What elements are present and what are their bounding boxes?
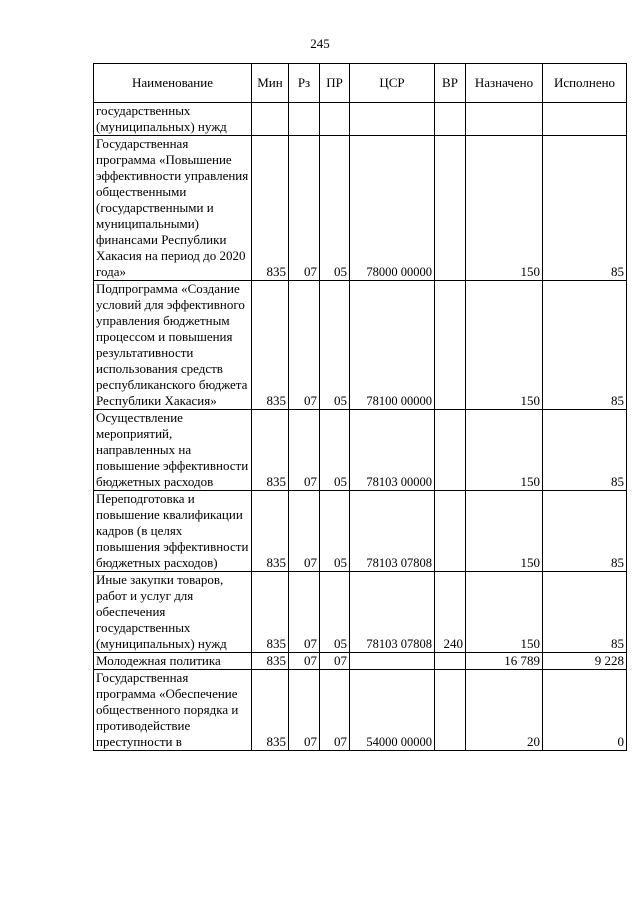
cell-rz: 07 [289, 491, 320, 572]
cell-pr: 07 [320, 653, 350, 670]
cell-pr: 05 [320, 410, 350, 491]
cell-naznacheno: 20 [466, 670, 543, 751]
cell-min: 835 [252, 653, 289, 670]
table-row [94, 653, 627, 670]
budget-table [93, 63, 627, 751]
cell-min: 835 [252, 281, 289, 410]
cell-naznacheno: 16 789 [466, 653, 543, 670]
cell-min: 835 [252, 136, 289, 281]
table-row [94, 491, 627, 572]
cell-ispolneno: 0 [543, 670, 627, 751]
cell-naznacheno [466, 103, 543, 136]
cell-pr: 05 [320, 281, 350, 410]
cell-vr [435, 103, 466, 136]
cell-vr [435, 491, 466, 572]
cell-csr [350, 103, 435, 136]
cell-rz: 07 [289, 572, 320, 653]
cell-name: Государственная программа «Повышение эффективности управления общественными (государственными и муниципальными) финансами Республики Хакасия на период до 2020 года» [94, 136, 252, 281]
cell-vr: 240 [435, 572, 466, 653]
header-naznacheno: Назначено [466, 64, 543, 103]
cell-ispolneno: 85 [543, 572, 627, 653]
header-name: Наименование [94, 64, 252, 103]
header-rz: Рз [289, 64, 320, 103]
cell-pr: 05 [320, 136, 350, 281]
cell-pr: 05 [320, 572, 350, 653]
cell-name: Переподготовка и повышение квалификации кадров (в целях повышения эффективности бюджетных расходов) [94, 491, 252, 572]
cell-vr [435, 410, 466, 491]
cell-naznacheno: 150 [466, 136, 543, 281]
cell-vr [435, 281, 466, 410]
header-vr: ВР [435, 64, 466, 103]
cell-name: Государственная программа «Обеспечение общественного порядка и противодействие преступности в [94, 670, 252, 751]
cell-naznacheno: 150 [466, 572, 543, 653]
cell-ispolneno: 85 [543, 491, 627, 572]
cell-pr: 07 [320, 670, 350, 751]
table-body [94, 103, 627, 751]
table-row [94, 281, 627, 410]
cell-name: Молодежная политика [94, 653, 252, 670]
cell-csr: 78100 00000 [350, 281, 435, 410]
cell-ispolneno: 85 [543, 281, 627, 410]
cell-pr: 05 [320, 491, 350, 572]
cell-ispolneno: 85 [543, 136, 627, 281]
table-row [94, 136, 627, 281]
cell-min: 835 [252, 670, 289, 751]
cell-rz: 07 [289, 281, 320, 410]
table-row [94, 410, 627, 491]
cell-vr [435, 670, 466, 751]
cell-csr: 78103 07808 [350, 572, 435, 653]
table-row [94, 572, 627, 653]
cell-pr [320, 103, 350, 136]
cell-vr [435, 653, 466, 670]
table-header-row [94, 64, 627, 103]
cell-csr: 78103 00000 [350, 410, 435, 491]
cell-vr [435, 136, 466, 281]
cell-ispolneno: 9 228 [543, 653, 627, 670]
cell-ispolneno [543, 103, 627, 136]
cell-rz: 07 [289, 653, 320, 670]
cell-min [252, 103, 289, 136]
cell-rz: 07 [289, 410, 320, 491]
page-number: 245 [310, 36, 330, 51]
cell-naznacheno: 150 [466, 491, 543, 572]
table-row [94, 103, 627, 136]
cell-csr [350, 653, 435, 670]
cell-csr: 54000 00000 [350, 670, 435, 751]
cell-ispolneno: 85 [543, 410, 627, 491]
cell-min: 835 [252, 410, 289, 491]
cell-csr: 78103 07808 [350, 491, 435, 572]
cell-naznacheno: 150 [466, 410, 543, 491]
header-ispolneno: Исполнено [543, 64, 627, 103]
cell-rz: 07 [289, 136, 320, 281]
cell-min: 835 [252, 491, 289, 572]
cell-rz: 07 [289, 670, 320, 751]
cell-name: Подпрограмма «Создание условий для эффективного управления бюджетным процессом и повышения результативности использования средств республиканского бюджета Республики Хакасия» [94, 281, 252, 410]
header-pr: ПР [320, 64, 350, 103]
cell-min: 835 [252, 572, 289, 653]
header-csr: ЦСР [350, 64, 435, 103]
cell-csr: 78000 00000 [350, 136, 435, 281]
cell-name: государственных (муниципальных) нужд [94, 103, 252, 136]
table-row [94, 670, 627, 751]
header-min: Мин [252, 64, 289, 103]
cell-name: Осуществление мероприятий, направленных на повышение эффективности бюджетных расходов [94, 410, 252, 491]
cell-rz [289, 103, 320, 136]
cell-name: Иные закупки товаров, работ и услуг для обеспечения государственных (муниципальных) нужд [94, 572, 252, 653]
cell-naznacheno: 150 [466, 281, 543, 410]
